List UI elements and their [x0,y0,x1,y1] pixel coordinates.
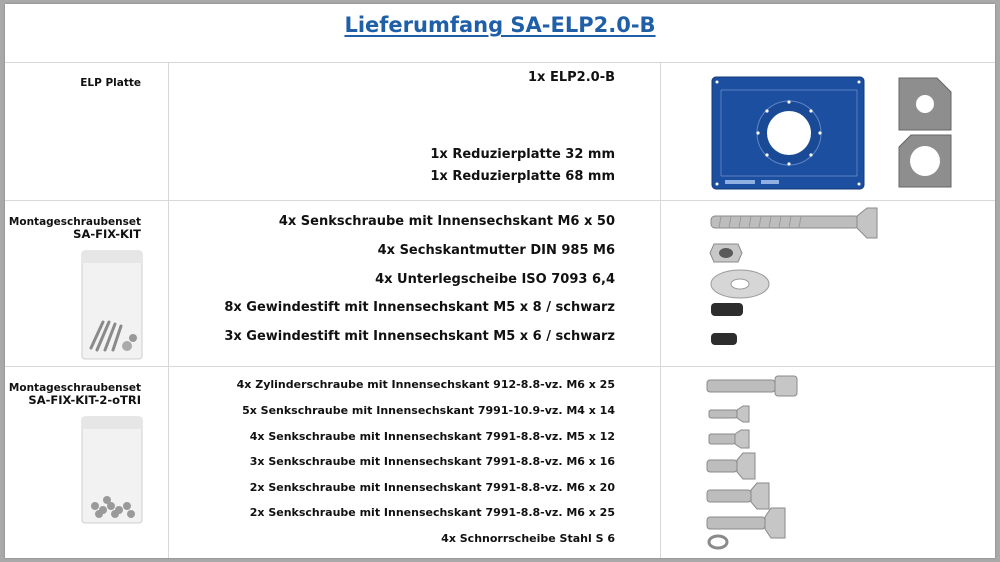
countersunk-m6x16-image [705,451,757,481]
section-label-line: Montageschraubenset [8,382,141,394]
item-elp-plate: 1x ELP2.0-B [528,70,615,85]
elp-plate-image [711,76,867,190]
item-cylinder-screw: 4x Zylinderschraube mit Innensechskant 912-8.8-vz. M6 x 25 [236,378,615,391]
screw-bag-image [81,416,143,524]
column-divider [660,62,661,558]
item-reducer-32: 1x Reduzierplatte 32 mm [430,147,615,162]
item-countersunk-m6x16: 3x Senkschraube mit Innensechskant 7991-8.8-vz. M6 x 16 [249,455,615,468]
row-divider [5,200,995,201]
washer-image [709,268,771,300]
screw-bag-image [81,250,143,360]
item-washer: 4x Unterlegscheibe ISO 7093 6,4 [375,272,615,287]
section-label-elp-platte [5,77,141,89]
section-label-sa-fix-kit [5,216,141,240]
reducer-plate-32-image [897,76,953,132]
item-countersunk-m4x14: 5x Senkschraube mit Innensechskant 7991-10.9-vz. M4 x 14 [242,404,615,417]
hex-nut-image [709,240,743,266]
serrated-washer-image [707,534,729,550]
item-set-screw-m5x8: 8x Gewindestift mit Innensechskant M5 x 8 / schwarz [224,300,615,315]
item-set-screw-m5x6: 3x Gewindestift mit Innensechskant M5 x 6 / schwarz [224,329,615,344]
set-screw-m5x8-image [709,300,745,320]
cylinder-screw-image [705,374,801,398]
section-label-line: ELP Platte [80,77,141,89]
column-divider [168,62,169,558]
page-title: Lieferumfang SA-ELP2.0-B [344,13,656,37]
section-label-line: Montageschraubenset [8,216,141,228]
item-countersunk-m6x50: 4x Senkschraube mit Innensechskant M6 x 50 [278,214,615,229]
section-label-line: SA-FIX-KIT [73,227,141,241]
reducer-plate-68-image [897,133,953,189]
item-reducer-68: 1x Reduzierplatte 68 mm [430,169,615,184]
section-label-line: SA-FIX-KIT-2-oTRI [28,393,141,407]
item-hex-nut: 4x Sechskantmutter DIN 985 M6 [377,243,615,258]
item-countersunk-m5x12: 4x Senkschraube mit Innensechskant 7991-8.8-vz. M5 x 12 [249,430,615,443]
row-divider [5,62,995,63]
item-countersunk-m6x20: 2x Senkschraube mit Innensechskant 7991-8.8-vz. M6 x 20 [249,481,615,494]
countersunk-screw-image [707,206,879,240]
item-countersunk-m6x25: 2x Senkschraube mit Innensechskant 7991-8.8-vz. M6 x 25 [249,506,615,519]
countersunk-m5-image [707,428,751,450]
section-label-sa-fix-kit-2-otri [5,382,141,406]
countersunk-m4-image [707,404,751,424]
document-page [5,4,995,558]
set-screw-m5x6-image [709,330,739,348]
row-divider [5,366,995,367]
item-serrated-washer: 4x Schnorrscheibe Stahl S 6 [441,532,615,545]
